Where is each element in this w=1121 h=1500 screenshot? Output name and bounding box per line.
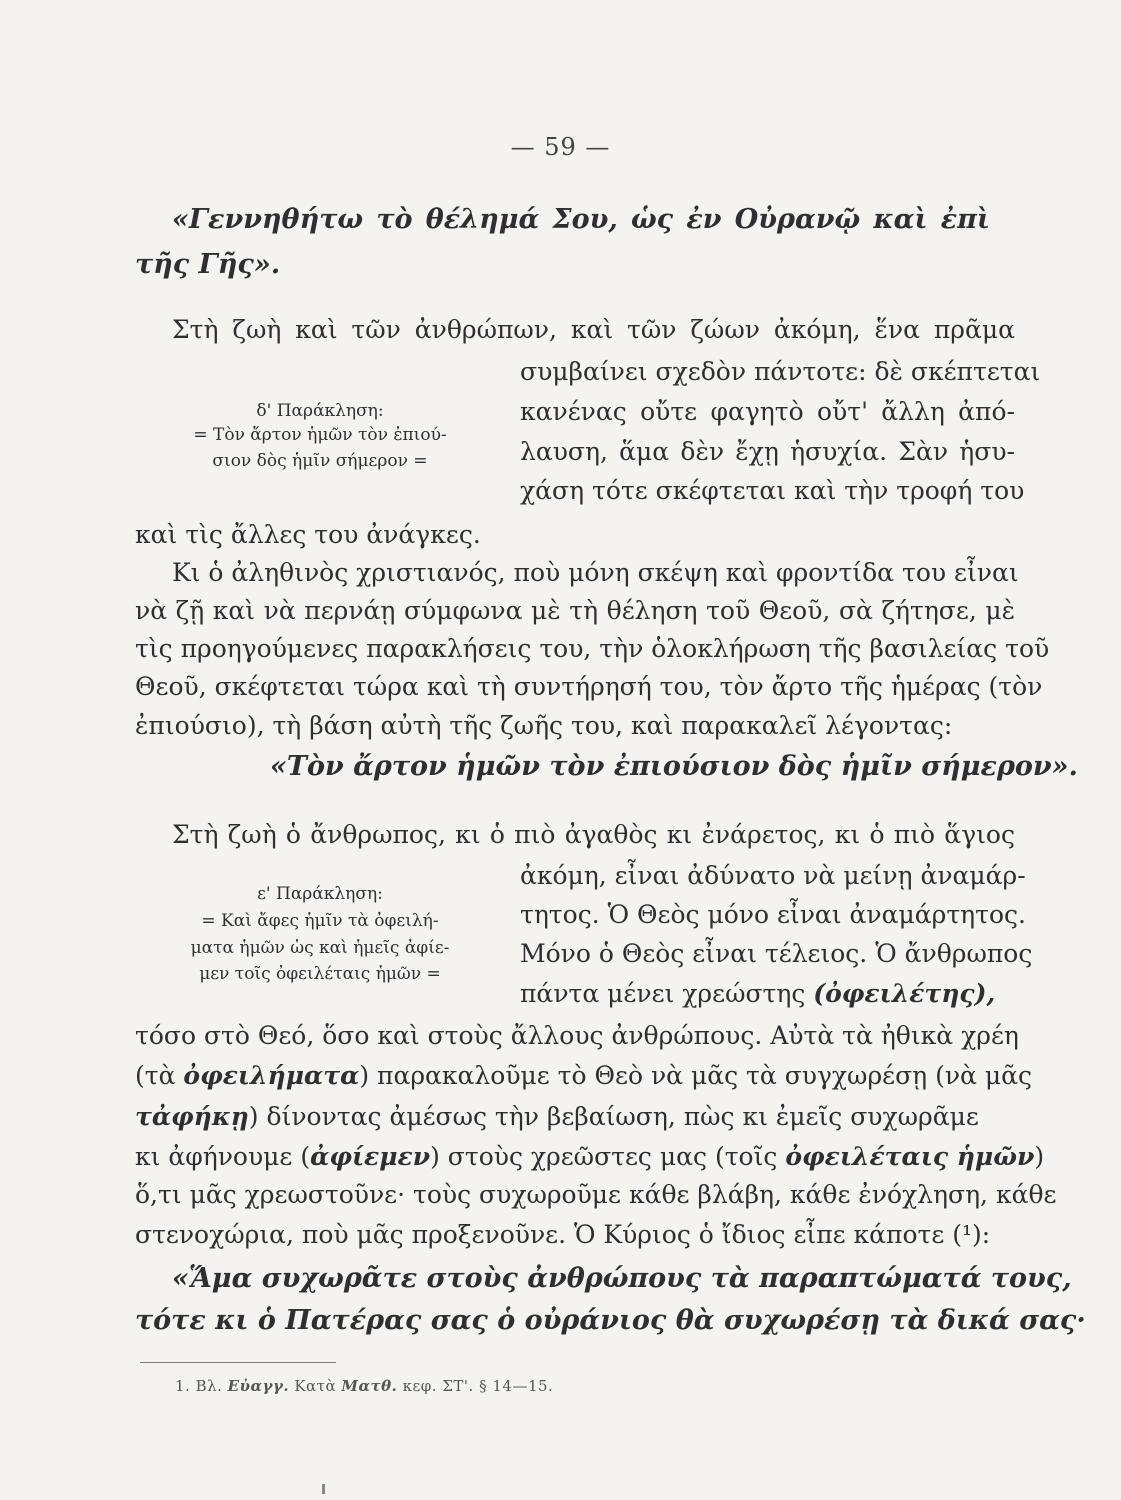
side-note-line: σιον δὸς ἡμῖν σήμερον =: [212, 451, 428, 471]
footnote: [175, 1377, 553, 1395]
paragraph-line: νὰ ζῇ καὶ νὰ περνάῃ σύμφωνα μὲ τὴ θέληση τοῦ Θεοῦ, σὰ ζήτησε, μὲ: [135, 596, 1015, 625]
footnote-book: Ματθ.: [341, 1377, 398, 1395]
text-run: ): [1034, 1142, 1045, 1171]
greek-term: ὀφειλήματα: [183, 1061, 360, 1090]
text-run: ) παρακαλοῦμε τὸ Θεὸ νὰ μᾶς τὰ συγχωρέσῃ (νὰ μᾶς: [359, 1061, 1032, 1090]
scripture-quote-line-1: «Ἅμα συχωρᾶτε στοὺς ἀνθρώπους τὰ παραπτώματά τους,: [172, 1263, 1072, 1294]
paragraph-line: συμβαίνει σχεδὸν πάντοτε: δὲ σκέπτεται: [520, 357, 1041, 386]
paragraph-line: Στὴ ζωὴ ὁ ἄνθρωπος, κι ὁ πιὸ ἀγαθὸς κι ἐνάρετος, κι ὁ πιὸ ἅγιος: [172, 820, 1015, 849]
side-note-line: ματα ἡμῶν ὡς καὶ ἡμεῖς ἀφίε-: [190, 938, 450, 958]
paragraph-line: Κι ὁ ἀληθινὸς χριστιανός, ποὺ μόνη σκέψη καὶ φροντίδα του εἶναι: [172, 558, 1019, 587]
paragraph-line: ἐπιούσιο), τὴ βάση αὐτὴ τῆς ζωῆς του, καὶ παρακαλεῖ λέγοντας:: [135, 711, 953, 740]
greek-term: τἀφήκῃ: [135, 1102, 249, 1131]
scan-mark: [322, 1484, 325, 1494]
text-run: ) δίνοντας ἀμέσως τὴν βεβαίωση, πὼς κι ἐμεῖς συχωρᾶμε: [248, 1102, 979, 1131]
side-note-line: μεν τοῖς ὀφειλέταις ἡμῶν =: [199, 964, 441, 984]
paragraph-line: Θεοῦ, σκέφτεται τώρα καὶ τὴ συντήρησή του, τὸν ἄρτο τῆς ἡμέρας (τὸν: [135, 672, 1043, 701]
scripture-quote-line-2: τότε κι ὁ Πατέρας σας ὁ οὐράνιος θὰ συχωρέσῃ τὰ δικά σας·: [135, 1305, 1086, 1336]
text-run: κι ἀφήνουμε (: [135, 1142, 311, 1171]
prayer-quote: «Τὸν ἄρτον ἡμῶν τὸν ἐπιούσιον δὸς ἡμῖν σήμερον».: [270, 751, 1078, 782]
footnote-text: Κατὰ: [289, 1377, 342, 1395]
paragraph-line: Στὴ ζωὴ καὶ τῶν ἀνθρώπων, καὶ τῶν ζώων ἀκόμη, ἕνα πρᾶμα: [172, 315, 1015, 344]
greek-term: (ὀφειλέτης),: [813, 979, 996, 1008]
page-number: — 59 —: [510, 133, 611, 161]
footnote-rule: [140, 1362, 336, 1363]
paragraph-line: λαυση, ἅμα δὲν ἔχῃ ἡσυχία. Σὰν ἡσυ-: [520, 437, 1015, 466]
paragraph-line: τὶς προηγούμενες παρακλήσεις του, τὴν ὁλοκλήρωση τῆς βασιλείας τοῦ: [135, 634, 1050, 663]
paragraph-line: καὶ τὶς ἄλλες του ἀνάγκες.: [135, 520, 481, 549]
text-run: ) στοὺς χρεῶστες μας (τοῖς: [430, 1142, 786, 1171]
side-note-title: δ' Παράκληση:: [256, 401, 384, 421]
side-note-line: = Τὸν ἄρτον ἡμῶν τὸν ἐπιού-: [193, 425, 447, 445]
paragraph-line: ὅ,τι μᾶς χρεωστοῦνε· τοὺς συχωροῦμε κάθε βλάβη, κάθε ἐνόχληση, κάθε: [135, 1180, 1057, 1209]
footnote-text: 1. Βλ.: [175, 1377, 228, 1395]
paragraph-line: [135, 1100, 979, 1134]
paragraph-line: χάση τότε σκέφτεται καὶ τὴν τροφή του: [520, 476, 1025, 505]
petition-quote-line-2: τῆς Γῆς».: [135, 249, 281, 280]
paragraph-line: [520, 977, 1015, 1011]
greek-term: ὀφειλέταις ἡμῶν: [785, 1142, 1035, 1171]
footnote-text: κεφ. ΣΤ'. § 14—15.: [397, 1377, 554, 1395]
paragraph-line: Μόνο ὁ Θεὸς εἶναι τέλειος. Ὁ ἄνθρωπος: [520, 939, 1033, 968]
petition-quote-line-1: «Γεννηθήτω τὸ θέλημά Σου, ὡς ἐν Οὐρανῷ καὶ ἐπὶ: [172, 204, 990, 235]
greek-term: ἀφίεμεν: [310, 1142, 431, 1171]
paragraph-line: στενοχώρια, ποὺ μᾶς προξενοῦνε. Ὁ Κύριος ὁ ἴδιος εἶπε κάποτε (¹):: [135, 1220, 991, 1249]
footnote-book: Εὐαγγ.: [227, 1377, 290, 1395]
text-run: (τὰ: [135, 1061, 184, 1090]
paragraph-line: τητος. Ὁ Θεὸς μόνο εἶναι ἀναμάρτητος.: [520, 900, 1026, 929]
text-run: πάντα μένει χρεώστης: [520, 979, 814, 1008]
paragraph-line: τόσο στὸ Θεό, ὅσο καὶ στοὺς ἄλλους ἀνθρώπους. Αὐτὰ τὰ ἠθικὰ χρέη: [135, 1021, 1019, 1050]
paragraph-line: ἀκόμη, εἶναι ἀδύνατο νὰ μείνῃ ἀναμάρ-: [520, 861, 1026, 890]
side-note-line: = Καὶ ἄφες ἡμῖν τὰ ὀφειλή-: [201, 911, 439, 931]
paragraph-line: κανένας οὔτε φαγητὸ οὔτ' ἄλλη ἀπό-: [520, 397, 1015, 426]
paragraph-line: [135, 1059, 1032, 1093]
paragraph-line: [135, 1140, 1044, 1174]
side-note-title: ε' Παράκληση:: [257, 884, 383, 904]
